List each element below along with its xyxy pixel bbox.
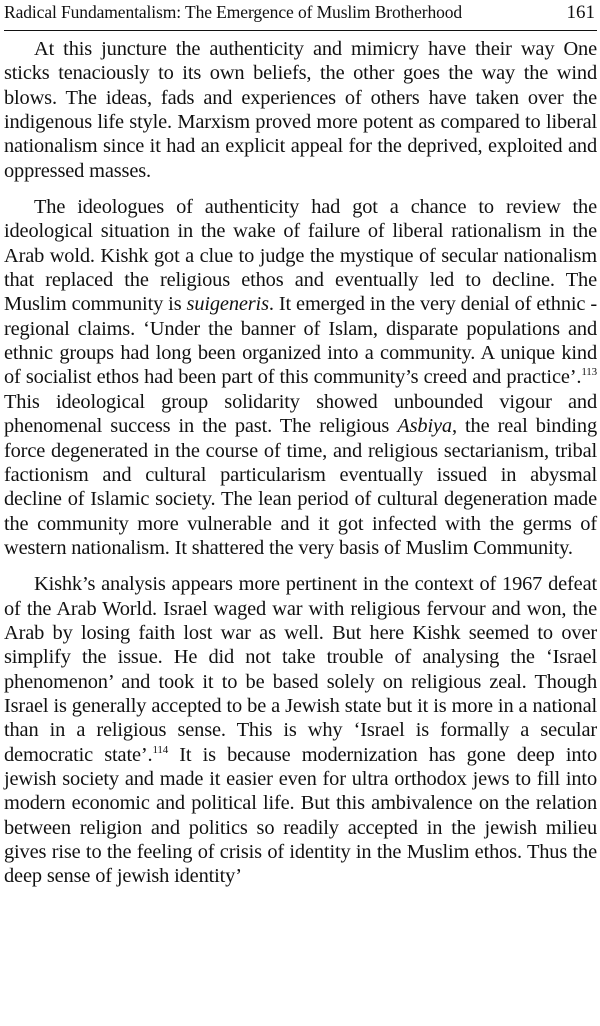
text-run: Kishk’s analysis appears more pertinent in the context of 1967 defeat of the Arab World. Israel waged war with religious fervour and won, the Arab by losing faith lost war as well. But here Kishk seemed to over simplify the issue. He did not take trouble of analysing the ‘Israel phenomenon’ and took it to be based solely on religious zeal. Though Israel is generally accepted to be a Jewish state but it is more in a national than in a religious sense. This is why ‘Israel is formally a secular democratic state’. xyxy=(4,573,597,766)
text-run: At this juncture the authenticity and mimicry have their way One sticks tenaciously to its own beliefs, the other goes the way the wind blows. The ideas, fads and experiences of others have taken over the indigenous life style. Marxism proved more potent as compared to liberal nationalism since it had an explicit appeal for the deprived, exploited and oppressed masses. xyxy=(4,38,597,182)
text-run: . It emerged in the very denial of ethnic -regional claims. ‘Under the banner of Islam, disparate populations and ethnic groups had long been organized into a community. A unique kind of socialist ethos had been part of this community’s creed and practice’. xyxy=(4,293,597,389)
paragraph xyxy=(4,572,597,888)
italic-term: suigeneris xyxy=(186,293,269,316)
paragraph xyxy=(4,37,597,183)
text-run: , the real binding force degenerated in the course of time, and religious sectarianism, tribal factionism and cultural particularism eventually issued in abysmal decline of Islamic society. The lean period of cultural degeneration made the community more vulnerable and it got infected with the germs of western nationalism. It shattered the very basis of Muslim Community. xyxy=(4,415,597,559)
paragraph xyxy=(4,195,597,560)
text-run: The ideologues of authenticity had got a chance to review the ideological situation in the wake of failure of liberal rationalism in the Arab wold. Kishk got a clue to judge the mystique of secular nationalism that replaced the religious ethos and eventually led to decline. The Muslim community is xyxy=(4,196,597,316)
text-run: It is because modernization has gone deep into jewish society and made it easier even for ultra orthodox jews to fill into modern economic and political life. But this ambivalence on the relation between religion and politics so readily accepted in the jewish milieu gives rise to the feeling of crisis of identity in the Muslim ethos. Thus the deep sense of jewish identity’ xyxy=(4,743,597,888)
body-text xyxy=(4,37,597,889)
italic-term: Asbiya xyxy=(397,415,452,438)
running-header xyxy=(4,0,597,31)
running-header-title: Radical Fundamentalism: The Emergence of Muslim Brotherhood xyxy=(4,2,463,22)
page-number: 161 xyxy=(566,2,595,23)
text-run: This ideological group solidarity showed unbounded vigour and phenomenal success in the past. The religious xyxy=(4,390,597,438)
footnote-marker: 113 xyxy=(581,366,597,379)
footnote-marker: 114 xyxy=(152,743,169,756)
